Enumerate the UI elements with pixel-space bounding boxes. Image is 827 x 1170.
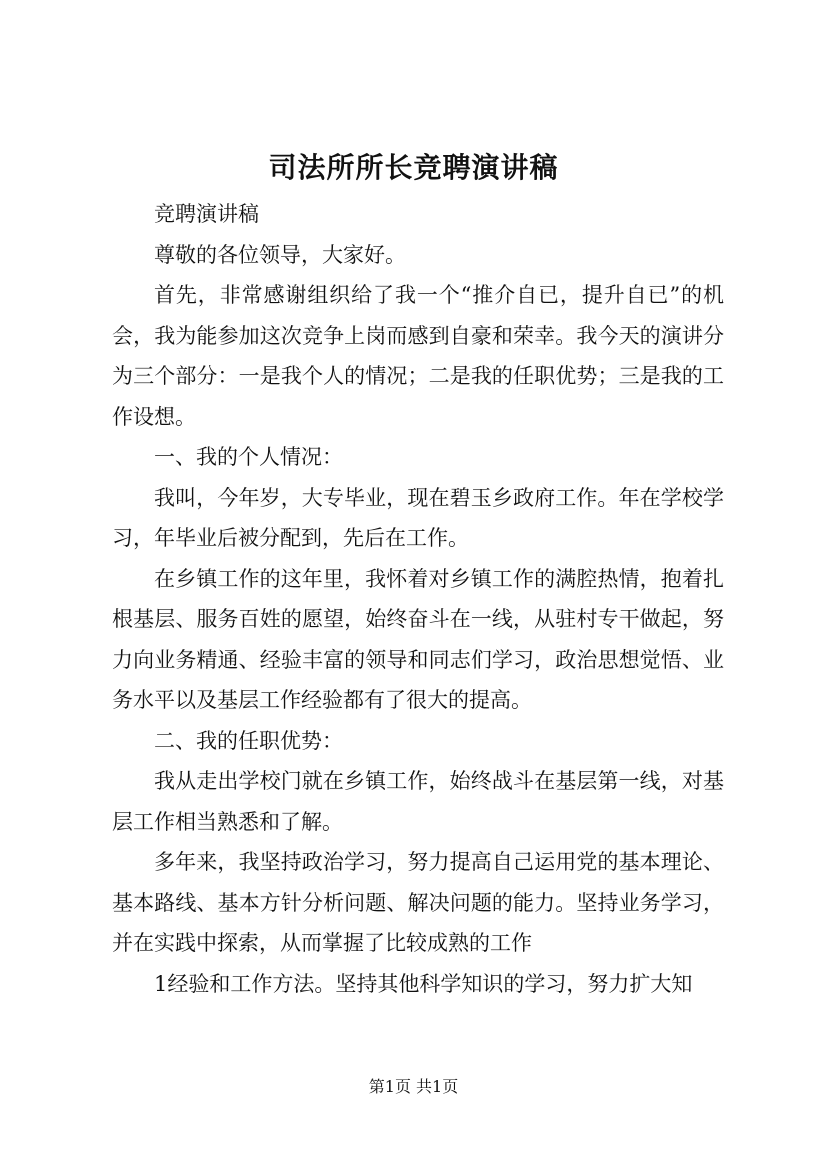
section-heading-advantages: 二、我的任职优势： [154, 728, 343, 753]
paragraph-grassroots: 我从走出学校门就在乡镇工作，始终战斗在基层第一线，对基层工作相当熟悉和了解。 [112, 769, 724, 834]
paragraph-personal-info: 我叫，今年岁，大专毕业，现在碧玉乡政府工作。年在学校学习，年毕业后被分配到，先后在工作。 [112, 485, 724, 550]
paragraph-continued: 1经验和工作方法。坚持其他科学知识的学习，努力扩大知 [154, 971, 693, 996]
paragraph-work-experience: 在乡镇工作的这年里，我怀着对乡镇工作的满腔热情，抱着扎根基层、服务百姓的愿望，始终奋斗在一线，从驻村专干做起，努力向业务精通、经验丰富的领导和同志们学习，政治思想觉悟、业务水平以及基层工作经验都有了很大的提高。 [112, 566, 724, 712]
paragraph-greeting: 尊敬的各位领导，大家好。 [154, 242, 406, 267]
paragraph-study: 多年来，我坚持政治学习，努力提高自己运用党的基本理论、基本路线、基本方针分析问题、解决问题的能力。坚持业务学习，并在实践中探索，从而掌握了比较成熟的工作 [112, 850, 724, 955]
paragraph-introduction: 首先，非常感谢组织给了我一个“推介自已，提升自已”的机会，我为能参加这次竞争上岗而感到自豪和荣幸。我今天的演讲分为三个部分：一是我个人的情况；二是我的任职优势；三是我的工作设想。 [112, 283, 724, 429]
section-heading-personal: 一、我的个人情况： [154, 445, 343, 469]
page-number-footer: 第1页 共1页 [368, 1077, 459, 1096]
paragraph-subtitle: 竞聘演讲稿 [154, 202, 259, 226]
document-body [112, 194, 724, 1004]
document-title: 司法所所长竞聘演讲稿 [268, 151, 559, 184]
